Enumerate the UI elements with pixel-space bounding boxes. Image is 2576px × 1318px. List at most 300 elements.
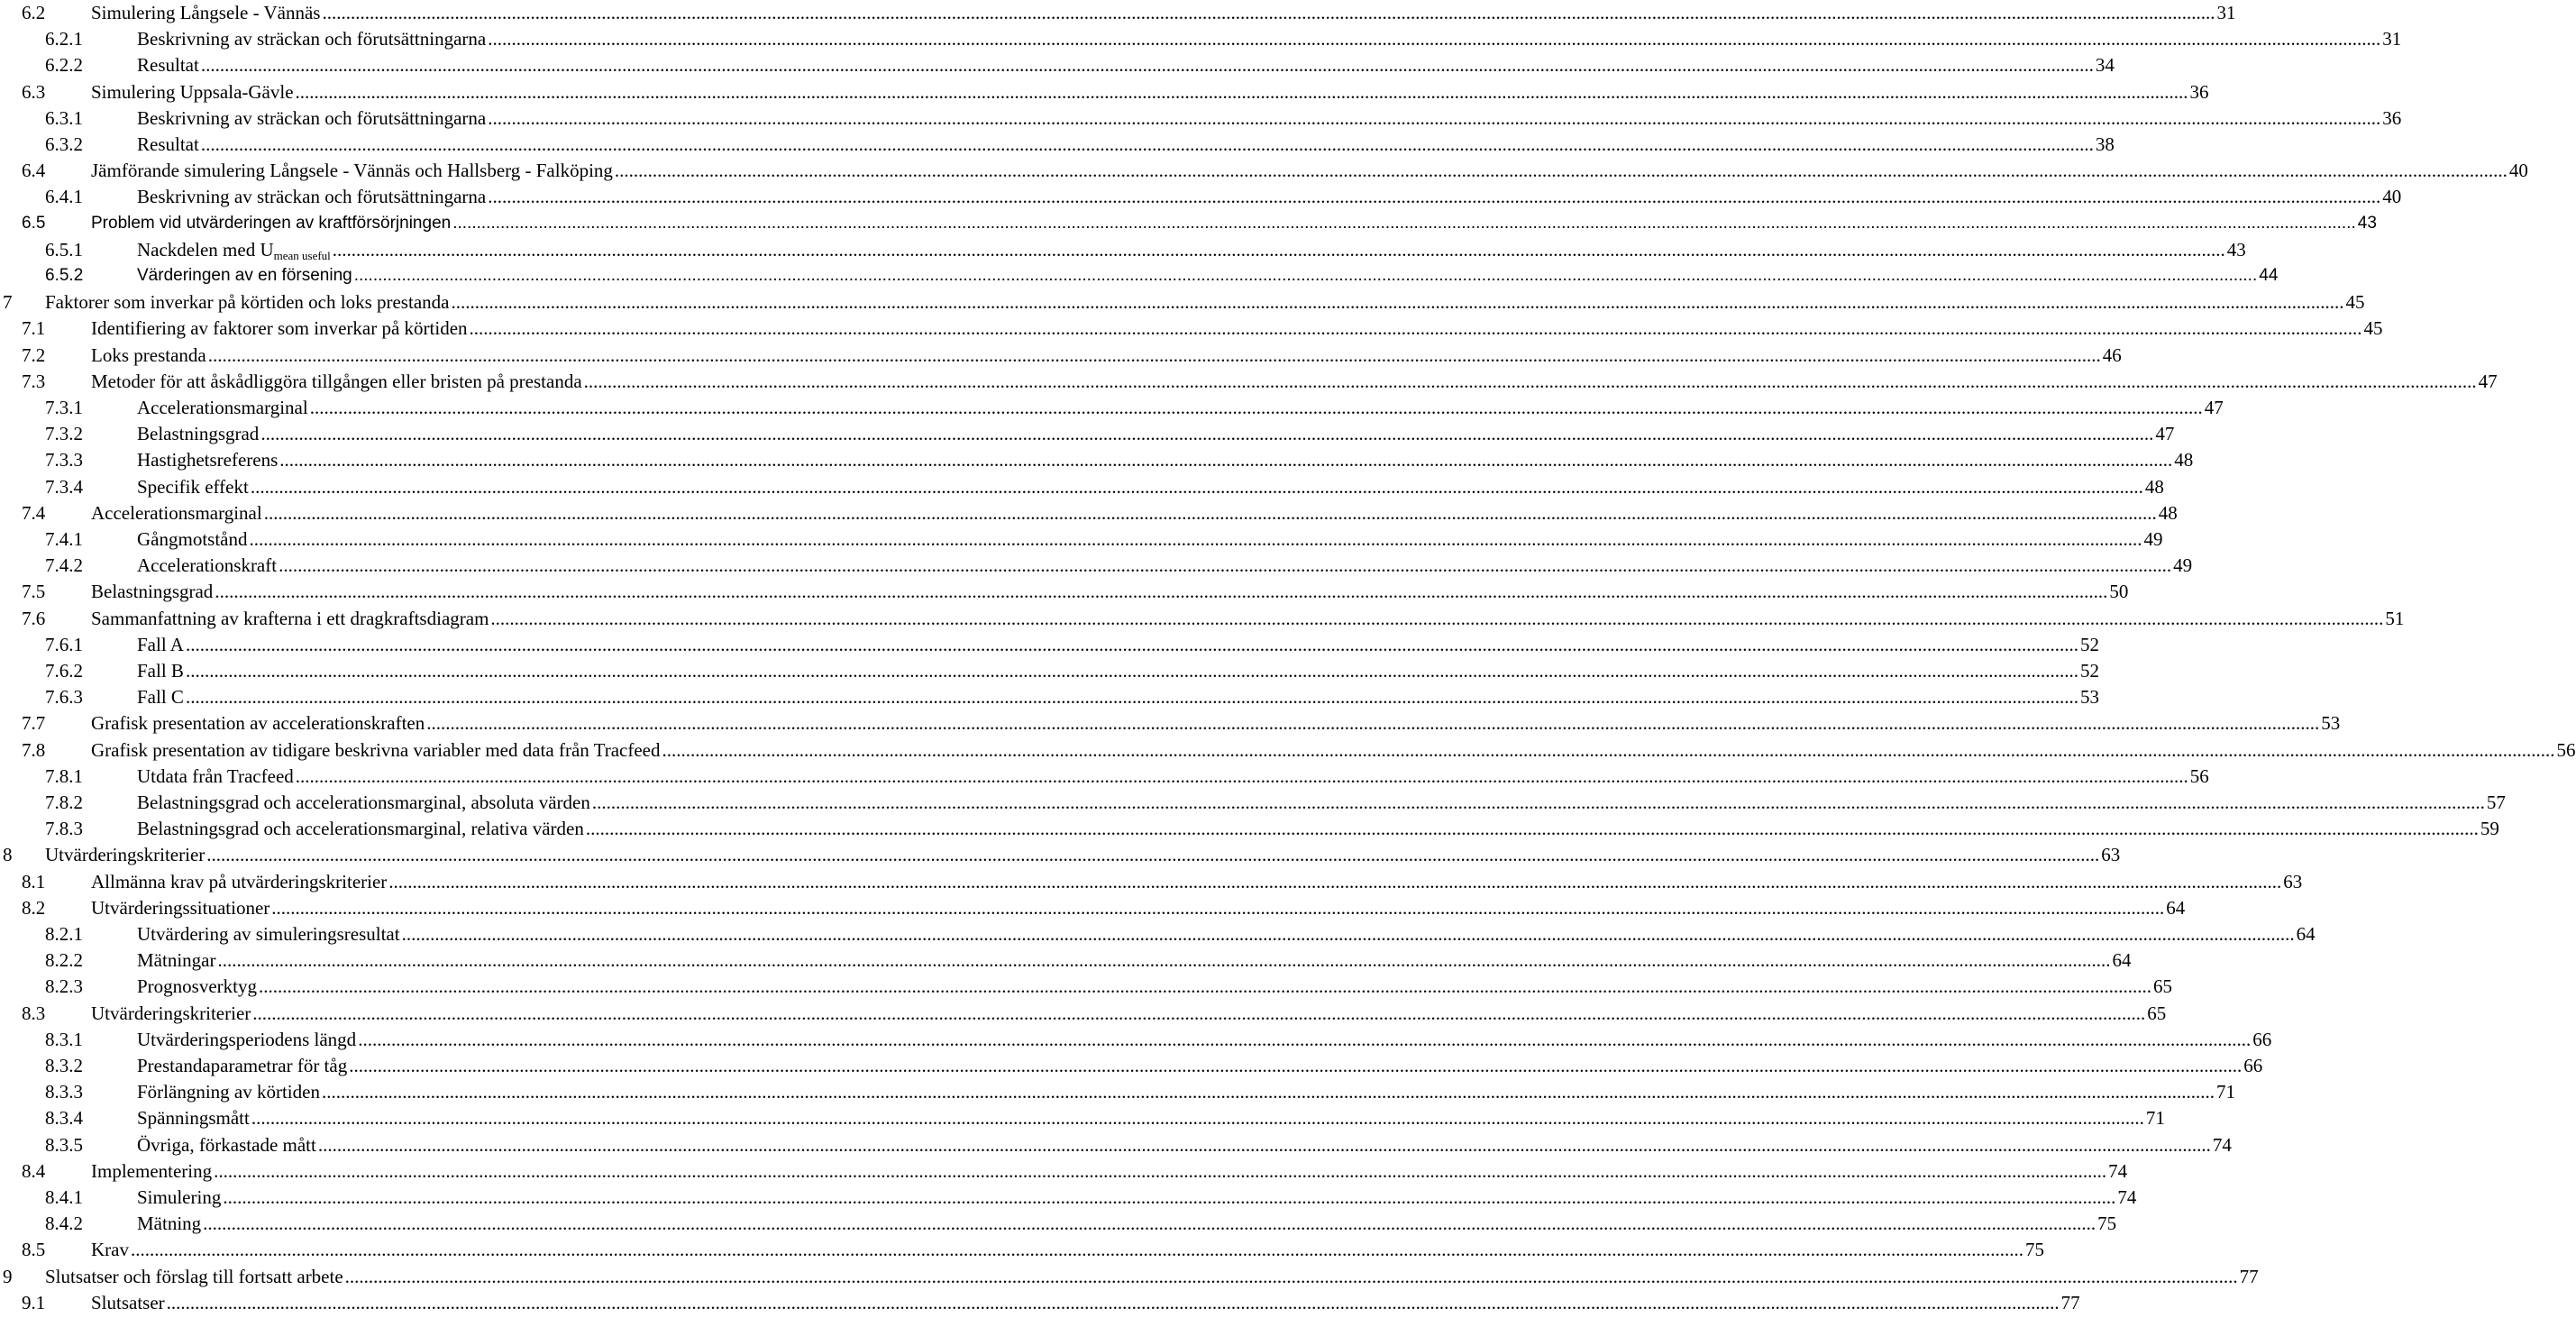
dot-leader: ................................................................................................................................................................................................................................................................................................................................................................................................................ xyxy=(200,133,2094,155)
toc-entry[interactable] xyxy=(0,1186,2137,1213)
toc-entry-line xyxy=(91,343,2122,366)
toc-entry-number: 8.3.5 xyxy=(45,1133,83,1156)
toc-entry-number: 7.8.1 xyxy=(45,764,83,787)
toc-entry-line xyxy=(137,818,2499,840)
toc-entry[interactable] xyxy=(0,712,2341,738)
toc-entry-page: 75 xyxy=(2097,1213,2117,1235)
toc-entry-number: 7.4 xyxy=(22,501,46,524)
toc-entry-line xyxy=(137,764,2209,787)
toc-entry-number: 6.4.1 xyxy=(45,186,83,208)
dot-leader: ................................................................................................................................................................................................................................................................................................................................................................................................................ xyxy=(469,317,2362,340)
toc-entry-title xyxy=(137,634,186,655)
toc-entry-line xyxy=(91,80,2209,103)
toc-entry[interactable] xyxy=(0,660,2099,686)
toc-entry-number: 7.3.4 xyxy=(45,475,83,498)
toc-entry[interactable] xyxy=(0,2,2236,28)
toc-entry-title xyxy=(137,949,217,971)
toc-entry-line xyxy=(91,317,2383,340)
toc-entry-title xyxy=(137,133,201,155)
toc-entry-line xyxy=(137,633,2099,655)
toc-entry-title-text: Implementering xyxy=(91,1159,213,1182)
toc-entry-title xyxy=(137,265,354,287)
toc-entry[interactable] xyxy=(0,870,2303,897)
dot-leader: ................................................................................................................................................................................................................................................................................................................................................................................................................ xyxy=(349,1055,2243,1076)
dot-leader: ................................................................................................................................................................................................................................................................................................................................................................................................................ xyxy=(223,1186,2116,1208)
toc-entry-line xyxy=(91,501,2178,524)
toc-entry-page: 71 xyxy=(2145,1107,2165,1130)
toc-entry-title xyxy=(137,1213,203,1234)
toc-entry-title xyxy=(91,317,470,339)
toc-entry-title-text: Accelerationskraft xyxy=(137,554,278,577)
toc-entry-title xyxy=(91,81,296,103)
toc-entry-number: 7.6 xyxy=(22,607,46,629)
toc-entry-number: 8.3.2 xyxy=(45,1055,83,1076)
toc-entry-line xyxy=(137,1186,2137,1208)
toc-entry-title-text: Utdata från Tracfeed xyxy=(137,764,294,787)
toc-entry-title-text: Belastningsgrad och accelerationsmarginal, absoluta värden xyxy=(137,792,590,813)
toc-entry[interactable] xyxy=(0,1055,2263,1081)
toc-entry-number: 8.3 xyxy=(22,1002,46,1024)
toc-entry-page: 53 xyxy=(2321,712,2341,735)
toc-entry-line xyxy=(45,291,2365,314)
toc-entry-number: 8.3.4 xyxy=(45,1107,83,1130)
dot-leader: ................................................................................................................................................................................................................................................................................................................................................................................................................ xyxy=(259,975,2151,998)
toc-entry[interactable] xyxy=(0,106,2402,133)
toc-entry-page: 49 xyxy=(2173,554,2193,577)
toc-entry-number: 9.1 xyxy=(22,1291,46,1313)
toc-entry-title-text: Utvärderingskriterier xyxy=(45,844,206,866)
toc-entry-number: 7 xyxy=(3,291,13,314)
dot-leader: ................................................................................................................................................................................................................................................................................................................................................................................................................ xyxy=(317,1133,2211,1156)
toc-entry-page: 71 xyxy=(2215,1081,2235,1103)
toc-entry-line xyxy=(137,792,2506,813)
toc-entry-page: 64 xyxy=(2112,949,2132,972)
toc-entry-page: 45 xyxy=(2345,291,2365,314)
toc-entry[interactable] xyxy=(0,80,2209,107)
toc-entry-number: 8.4.2 xyxy=(45,1213,83,1235)
dot-leader: ................................................................................................................................................................................................................................................................................................................................................................................................................ xyxy=(426,712,2320,735)
toc-entry-number: 7.3 xyxy=(22,370,46,392)
toc-entry-title-text: Belastningsgrad xyxy=(91,581,214,603)
toc-entry-line xyxy=(91,213,2377,234)
dot-leader: ................................................................................................................................................................................................................................................................................................................................................................................................................ xyxy=(214,1159,2107,1182)
toc-entry-title-text: Jämförande simulering Långsele - Vännäs och Hallsberg - Falköping xyxy=(91,160,613,182)
toc-entry-number: 7.4.2 xyxy=(45,554,83,577)
toc-entry-title-text: Grafisk presentation av tidigare beskrivna variabler med data från Tracfeed xyxy=(91,738,661,761)
dot-leader: ................................................................................................................................................................................................................................................................................................................................................................................................................ xyxy=(279,554,2172,577)
toc-entry[interactable] xyxy=(0,844,2121,870)
toc-entry-title xyxy=(45,291,451,313)
toc-entry-number: 6.5.1 xyxy=(45,238,83,261)
toc-entry-line xyxy=(45,844,2121,866)
toc-entry-number: 6.5 xyxy=(22,213,46,233)
toc-entry-page: 47 xyxy=(2204,397,2224,418)
toc-entry-title xyxy=(137,923,402,945)
toc-entry-title-text: Identifiering av faktorer som inverkar på körtiden xyxy=(91,317,468,340)
toc-entry-title xyxy=(137,449,279,471)
toc-entry-line xyxy=(91,738,2576,761)
dot-leader: ................................................................................................................................................................................................................................................................................................................................................................................................................ xyxy=(251,1107,2144,1130)
dot-leader: ................................................................................................................................................................................................................................................................................................................................................................................................................ xyxy=(488,28,2381,50)
toc-entry-line xyxy=(91,1159,2128,1182)
dot-leader: ................................................................................................................................................................................................................................................................................................................................................................................................................ xyxy=(185,686,2078,709)
toc-entry-title xyxy=(137,1134,318,1156)
toc-entry[interactable] xyxy=(0,160,2528,186)
dot-leader: ................................................................................................................................................................................................................................................................................................................................................................................................................ xyxy=(401,923,2295,945)
toc-entry-title xyxy=(137,818,586,839)
toc-entry-page: 47 xyxy=(2478,370,2498,392)
dot-leader: ................................................................................................................................................................................................................................................................................................................................................................................................................ xyxy=(207,343,2101,366)
toc-entry-page: 74 xyxy=(2108,1159,2128,1182)
toc-entry[interactable] xyxy=(0,528,2163,554)
dot-leader: ................................................................................................................................................................................................................................................................................................................................................................................................................ xyxy=(591,792,2485,813)
dot-leader: ................................................................................................................................................................................................................................................................................................................................................................................................................ xyxy=(309,397,2203,418)
toc-entry-title-text: Utvärderingsperiodens längd xyxy=(137,1028,357,1050)
toc-entry-title xyxy=(137,397,310,418)
dot-leader: ................................................................................................................................................................................................................................................................................................................................................................................................................ xyxy=(295,80,2188,103)
toc-entry[interactable] xyxy=(0,1028,2272,1055)
dot-leader: ................................................................................................................................................................................................................................................................................................................................................................................................................ xyxy=(353,266,2258,285)
toc-entry-page: 44 xyxy=(2259,266,2279,285)
toc-entry-line xyxy=(91,1291,2080,1313)
toc-entry-title-text: Beskrivning av sträckan och förutsättningarna xyxy=(137,106,487,129)
dot-leader: ................................................................................................................................................................................................................................................................................................................................................................................................................ xyxy=(295,764,2188,787)
toc-entry-line xyxy=(91,581,2129,603)
toc-entry-title xyxy=(137,107,488,129)
toc-entry[interactable] xyxy=(0,633,2099,660)
toc-entry-number: 7.8.3 xyxy=(45,818,83,840)
toc-entry-title-text: Grafisk presentation av accelerationskraften xyxy=(91,712,425,735)
toc-entry-title xyxy=(137,554,279,576)
dot-leader: ................................................................................................................................................................................................................................................................................................................................................................................................................ xyxy=(185,660,2078,682)
toc-entry-title-text: Slutsatser och förslag till fortsatt arbete xyxy=(45,1265,343,1287)
toc-entry[interactable] xyxy=(0,1213,2117,1239)
toc-entry-line xyxy=(137,1081,2235,1103)
toc-entry-line xyxy=(137,397,2224,418)
toc-entry-line xyxy=(137,1213,2117,1235)
toc-entry-title xyxy=(137,1107,251,1129)
toc-entry[interactable] xyxy=(0,818,2499,844)
toc-entry-number: 7.6.2 xyxy=(45,660,83,682)
toc-entry-title xyxy=(91,608,490,629)
toc-entry-number: 7.6.3 xyxy=(45,686,83,709)
toc-entry-line xyxy=(91,1239,2044,1261)
toc-entry[interactable] xyxy=(0,923,2316,949)
toc-entry-title-text: Metoder för att åskådliggöra tillgången eller bristen på prestanda xyxy=(91,370,582,392)
toc-entry-page: 77 xyxy=(2239,1265,2259,1287)
toc-entry[interactable] xyxy=(0,475,2164,502)
toc-entry-subscript: mean useful xyxy=(273,248,331,262)
toc-entry-number: 8 xyxy=(3,844,13,866)
toc-entry[interactable] xyxy=(0,896,2186,923)
toc-entry-title xyxy=(91,2,322,23)
toc-entry-title xyxy=(137,28,488,50)
toc-entry-page: 63 xyxy=(2101,844,2121,866)
dot-leader: ................................................................................................................................................................................................................................................................................................................................................................................................................ xyxy=(583,370,2477,392)
toc-entry-title-text: Utvärderingssituationer xyxy=(91,896,270,919)
toc-entry-number: 7.4.1 xyxy=(45,528,83,550)
dot-leader: ................................................................................................................................................................................................................................................................................................................................................................................................................ xyxy=(130,1239,2023,1261)
toc-entry-line xyxy=(137,528,2163,550)
toc-entry-title xyxy=(137,239,333,263)
toc-entry-title-text: Allmänna krav på utvärderingskriterier xyxy=(91,870,388,892)
toc-entry-page: 53 xyxy=(2079,686,2099,709)
toc-entry[interactable] xyxy=(0,186,2402,212)
dot-leader: ................................................................................................................................................................................................................................................................................................................................................................................................................ xyxy=(332,238,2225,261)
toc-entry-number: 7.8 xyxy=(22,738,46,761)
toc-entry-number: 7.7 xyxy=(22,712,46,735)
toc-entry-title-text: Slutsatser xyxy=(91,1291,165,1313)
toc-entry-title xyxy=(137,423,260,444)
toc-entry[interactable] xyxy=(0,607,2405,634)
toc-entry-title-text: Problem vid utvärderingen av kraftförsörjningen xyxy=(91,213,452,233)
toc-entry-number: 8.2.2 xyxy=(45,949,83,972)
toc-entry-line xyxy=(137,554,2193,577)
toc-entry[interactable] xyxy=(0,1002,2167,1029)
toc-entry-page: 40 xyxy=(2508,160,2528,182)
toc-entry[interactable] xyxy=(0,686,2099,712)
toc-entry-title xyxy=(137,476,251,498)
dot-leader: ................................................................................................................................................................................................................................................................................................................................................................................................................ xyxy=(249,528,2142,550)
toc-entry-page: 52 xyxy=(2079,633,2099,655)
toc-entry-line xyxy=(137,660,2099,682)
toc-entry[interactable] xyxy=(0,554,2193,581)
toc-entry-number: 8.2 xyxy=(22,896,46,919)
toc-entry-title xyxy=(91,502,264,524)
toc-entry-title-text: Förlängning av körtiden xyxy=(137,1081,320,1103)
toc-entry[interactable] xyxy=(0,501,2178,528)
toc-entry-line xyxy=(137,475,2164,498)
toc-entry-title-text: Beskrivning av sträckan och förutsättningarna xyxy=(137,28,487,50)
toc-entry-line xyxy=(137,923,2316,945)
toc-entry-title-text: Mätningar xyxy=(137,949,216,972)
toc-entry-line xyxy=(137,1133,2232,1156)
toc-entry[interactable] xyxy=(0,28,2402,54)
toc-entry-number: 6.3.1 xyxy=(45,106,83,129)
toc-entry-title xyxy=(91,712,426,734)
dot-leader: ................................................................................................................................................................................................................................................................................................................................................................................................................ xyxy=(250,475,2143,498)
toc-entry-title xyxy=(137,54,201,76)
dot-leader: ................................................................................................................................................................................................................................................................................................................................................................................................................ xyxy=(488,106,2381,129)
toc-entry-number: 8.4.1 xyxy=(45,1186,83,1208)
toc-entry-title-text: Fall A xyxy=(137,633,184,655)
dot-leader: ................................................................................................................................................................................................................................................................................................................................................................................................................ xyxy=(322,2,2215,23)
toc-entry[interactable] xyxy=(0,975,2172,1002)
toc-entry-line xyxy=(91,607,2405,629)
toc-entry-line xyxy=(137,54,2115,77)
toc-entry-number: 9 xyxy=(3,1265,13,1287)
toc-entry-number: 6.4 xyxy=(22,160,46,182)
toc-entry-number: 6.2 xyxy=(22,2,46,23)
toc-entry-title-text: Nackdelen med U xyxy=(137,238,274,261)
toc-entry[interactable] xyxy=(0,1081,2235,1107)
toc-entry-number: 8.4 xyxy=(22,1159,46,1182)
toc-entry-title-text: Loks prestanda xyxy=(91,343,206,366)
toc-entry[interactable] xyxy=(0,238,2246,265)
toc-entry-title xyxy=(91,1239,131,1260)
toc-entry[interactable] xyxy=(0,1133,2232,1160)
toc-entry[interactable] xyxy=(0,370,2498,397)
toc-entry-title xyxy=(91,160,615,181)
dot-leader: ................................................................................................................................................................................................................................................................................................................................................................................................................ xyxy=(490,607,2384,629)
toc-entry-title-text: Övriga, förkastade mått xyxy=(137,1133,316,1156)
dot-leader: ................................................................................................................................................................................................................................................................................................................................................................................................................ xyxy=(614,160,2507,182)
toc-entry[interactable] xyxy=(0,213,2377,239)
toc-entry-title-text: Specifik effekt xyxy=(137,475,249,498)
toc-entry-title xyxy=(137,765,296,787)
toc-entry-page: 57 xyxy=(2486,792,2506,813)
toc-entry-page: 56 xyxy=(2556,738,2576,761)
toc-entry-title xyxy=(137,686,186,708)
toc-entry-page: 65 xyxy=(2153,975,2172,998)
toc-entry-title xyxy=(91,871,388,892)
toc-entry[interactable] xyxy=(0,1159,2128,1186)
toc-entry[interactable] xyxy=(0,291,2365,317)
toc-entry-page: 66 xyxy=(2243,1055,2263,1076)
toc-entry-line xyxy=(137,265,2279,287)
toc-entry[interactable] xyxy=(0,449,2194,475)
toc-entry-title-text: Spänningsmått xyxy=(137,1107,250,1130)
toc-entry[interactable] xyxy=(0,1291,2080,1318)
toc-entry-page: 48 xyxy=(2144,475,2164,498)
toc-entry-page: 74 xyxy=(2117,1186,2137,1208)
toc-entry[interactable] xyxy=(0,423,2175,449)
toc-entry-number: 6.5.2 xyxy=(45,266,84,285)
toc-entry-line xyxy=(91,370,2498,392)
toc-entry-title xyxy=(91,1002,252,1024)
toc-entry-title-text: Prestandaparametrar för tåg xyxy=(137,1055,348,1076)
toc-entry-title-text: Belastningsgrad och accelerationsmarginal, relativa värden xyxy=(137,818,584,840)
dot-leader: ................................................................................................................................................................................................................................................................................................................................................................................................................ xyxy=(217,949,2111,972)
toc-entry-title xyxy=(45,1266,345,1287)
toc-entry-number: 7.8.2 xyxy=(45,792,83,813)
toc-entry[interactable] xyxy=(0,581,2129,607)
toc-entry-line xyxy=(137,1028,2272,1050)
toc-entry[interactable] xyxy=(0,343,2122,371)
toc-entry-line xyxy=(91,896,2186,919)
toc-entry[interactable] xyxy=(0,1107,2165,1133)
toc-entry-page: 43 xyxy=(2226,238,2246,261)
toc-entry[interactable] xyxy=(0,54,2115,80)
dot-leader: ................................................................................................................................................................................................................................................................................................................................................................................................................ xyxy=(203,1213,2096,1235)
dot-leader: ................................................................................................................................................................................................................................................................................................................................................................................................................ xyxy=(185,633,2078,655)
toc-entry-title-text: Resultat xyxy=(137,133,199,155)
dot-leader: ................................................................................................................................................................................................................................................................................................................................................................................................................ xyxy=(206,844,2100,866)
toc-entry-title-text: Utvärdering av simuleringsresultat xyxy=(137,923,400,945)
toc-entry-title xyxy=(137,186,488,207)
toc-entry-page: 31 xyxy=(2382,28,2402,50)
toc-entry-title xyxy=(91,581,215,602)
toc-entry-line xyxy=(45,1265,2259,1287)
toc-entry-line xyxy=(137,449,2194,471)
toc-entry-title-text: Accelerationsmarginal xyxy=(137,397,308,418)
toc-entry[interactable] xyxy=(0,133,2115,160)
toc-entry-number: 7.6.1 xyxy=(45,633,83,655)
toc-entry-page: 51 xyxy=(2385,607,2405,629)
toc-entry-page: 52 xyxy=(2079,660,2099,682)
toc-entry-page: 36 xyxy=(2189,80,2209,103)
toc-entry-number: 6.2.2 xyxy=(45,54,83,77)
dot-leader: ................................................................................................................................................................................................................................................................................................................................................................................................................ xyxy=(263,501,2157,524)
toc-entry-page: 74 xyxy=(2212,1133,2232,1156)
toc-entry-page: 34 xyxy=(2095,54,2115,77)
toc-entry-title-text: Gångmotstånd xyxy=(137,528,248,550)
toc-entry-line xyxy=(91,2,2236,23)
toc-entry-number: 6.3 xyxy=(22,80,46,103)
toc-entry-line xyxy=(137,238,2246,263)
toc-entry-page: 46 xyxy=(2102,343,2122,366)
toc-entry[interactable] xyxy=(0,792,2506,818)
toc-entry-title-text: Prognosverktyg xyxy=(137,975,257,998)
toc-entry[interactable] xyxy=(0,738,2576,765)
toc-entry-line xyxy=(137,133,2115,155)
toc-entry[interactable] xyxy=(0,1265,2259,1292)
dot-leader: ................................................................................................................................................................................................................................................................................................................................................................................................................ xyxy=(252,1002,2146,1024)
toc-entry-title xyxy=(91,371,584,392)
toc-entry-title-text: Accelerationsmarginal xyxy=(91,501,262,524)
toc-entry-page: 38 xyxy=(2095,133,2115,155)
toc-entry[interactable] xyxy=(0,764,2209,792)
toc-entry-title xyxy=(137,660,186,682)
toc-entry-page: 77 xyxy=(2060,1291,2080,1313)
toc-entry-title-text: Beskrivning av sträckan och förutsättningarna xyxy=(137,186,487,208)
toc-entry-title-text: Resultat xyxy=(137,54,199,77)
toc-entry-number: 8.2.1 xyxy=(45,923,83,945)
toc-entry-page: 36 xyxy=(2382,106,2402,129)
dot-leader: ................................................................................................................................................................................................................................................................................................................................................................................................................ xyxy=(166,1291,2060,1313)
toc-entry[interactable] xyxy=(0,265,2279,291)
toc-entry-line xyxy=(137,186,2402,208)
toc-entry-title-text: Faktorer som inverkar på körtiden och loks prestanda xyxy=(45,291,450,314)
toc-entry[interactable] xyxy=(0,397,2224,423)
toc-entry-number: 7.3.2 xyxy=(45,423,83,445)
toc-entry-page: 49 xyxy=(2143,528,2163,550)
toc-entry-title xyxy=(91,1160,214,1182)
toc-entry-title-text: Krav xyxy=(91,1239,129,1261)
toc-entry-title xyxy=(137,528,249,550)
toc-entry-title xyxy=(91,344,208,366)
toc-entry-page: 48 xyxy=(2158,501,2178,524)
toc-entry[interactable] xyxy=(0,1239,2044,1265)
toc-entry-page: 64 xyxy=(2296,923,2316,945)
toc-entry-page: 50 xyxy=(2109,581,2129,603)
toc-entry-number: 6.2.1 xyxy=(45,28,83,50)
toc-entry-title xyxy=(137,1186,223,1208)
dot-leader: ................................................................................................................................................................................................................................................................................................................................................................................................................ xyxy=(279,449,2173,471)
toc-entry-title-text: Hastighetsreferens xyxy=(137,449,279,471)
toc-entry-title xyxy=(91,213,452,234)
toc-entry-title-text: Värderingen av en försening xyxy=(137,266,352,285)
toc-entry-line xyxy=(137,423,2175,445)
toc-entry-title-text: Simulering Långsele - Vännäs xyxy=(91,2,321,23)
toc-entry[interactable] xyxy=(0,949,2132,975)
toc-entry-title xyxy=(137,1029,358,1050)
toc-entry-number: 7.1 xyxy=(22,317,46,340)
toc-entry-number: 7.2 xyxy=(22,343,46,366)
dot-leader: ................................................................................................................................................................................................................................................................................................................................................................................................................ xyxy=(488,186,2381,208)
dot-leader: ................................................................................................................................................................................................................................................................................................................................................................................................................ xyxy=(451,291,2344,314)
toc-entry-line xyxy=(137,106,2402,129)
dot-leader: ................................................................................................................................................................................................................................................................................................................................................................................................................ xyxy=(662,738,2555,761)
toc-entry-line xyxy=(137,28,2402,50)
toc-entry-title xyxy=(137,975,259,997)
toc-entry[interactable] xyxy=(0,317,2383,343)
dot-leader: ................................................................................................................................................................................................................................................................................................................................................................................................................ xyxy=(344,1265,2238,1287)
toc-entry-number: 8.2.3 xyxy=(45,975,83,998)
toc-entry-line xyxy=(137,686,2099,709)
toc-entry-title-text: Sammanfattning av krafterna i ett dragkraftsdiagram xyxy=(91,607,489,629)
toc-entry-page: 59 xyxy=(2480,818,2499,840)
